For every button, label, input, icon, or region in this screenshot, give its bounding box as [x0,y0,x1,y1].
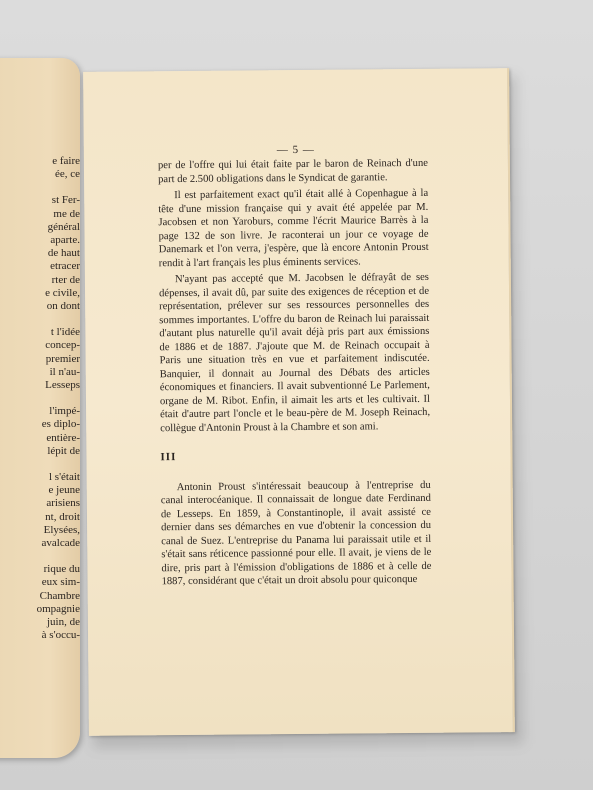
paragraph: per de l'offre qui lui était faite par le baron de Reinach d'une part de 2.500 obligations dans le Syndicat de garantie. [157,157,428,185]
left-page-line: l'impé- [49,405,80,418]
left-page-line: rter de [51,273,80,286]
left-page-line: st Fer- [51,194,80,207]
left-page-line: entière- [46,431,80,444]
left-page-line: e civile, [45,286,80,299]
left-page-line: arisiens [46,497,80,510]
left-page-line: à s'occu- [41,629,80,642]
left-page-line: Lesseps [45,379,80,392]
left-page-line: général [47,220,80,233]
right-page [83,68,515,736]
left-page-line: e faire [52,155,80,167]
line-gap [0,313,80,326]
left-page-line: me de [53,207,80,220]
left-page-line: t l'idée [50,326,80,339]
left-page-line: nt, droit [45,510,80,523]
left-page-line: il n'au- [49,365,80,378]
left-page-line: aparte. [50,234,80,247]
left-page-line: concep- [45,339,80,352]
section-heading: III [160,451,177,464]
line-gap [0,550,80,563]
left-page-line: etracer [50,260,80,273]
left-page-line: juin, de [47,616,80,629]
left-page-line: de haut [47,247,80,260]
left-page-line: eux sim- [41,576,80,589]
paragraph: Il est parfaitement exact qu'il était allé à Copenhague à la tête d'une mission française qui y avait été appelée par M. Jacobsen et non Yaroburs, comme l'écrit Maurice Barrès à la page 132 de son livre. Je raconterai un jour ce voyage de Danemark et l'on verra, j'espère, que là encore Antonin Proust rendit à l'art français les plus éminents services. [158,187,429,269]
line-gap [0,392,80,405]
line-gap [0,458,80,471]
line-gap [0,181,80,194]
left-page-line: l s'était [48,471,80,484]
left-page-line: premier [45,352,80,365]
left-page-line: Chambre [39,589,80,602]
page-number: — 5 — [276,143,315,157]
left-page-line: on dont [46,300,80,313]
left-page-text [0,155,80,643]
left-page-line: ompagnie [36,602,80,615]
left-page-line: es diplo- [41,418,80,431]
left-page-line: e jeune [48,484,80,497]
left-page-line: rique du [43,563,80,576]
left-page-line: Elysées, [43,523,80,536]
left-page [0,58,80,758]
left-page-line: avalcade [41,537,80,550]
left-page-line: ée, ce [54,168,80,181]
paragraph: Antonin Proust s'intéressait beaucoup à l'entreprise du canal interocéanique. Il connaissait de longue date Ferdinand de Lesseps. En 1859, à Constantinople, il avait assisté ce dernier dans ses démarches en vue d'obtenir la concession du canal de Suez. L'entreprise du Panama lui paraissait utile et il s'était sans réticence passionné pour elle. Il avait, je viens de le dire, pris part à l'émission d'obligations de 1886 et à celle de 1887, considérant que c'était un droit absolu pour quiconque [160,479,432,588]
page-body [158,157,432,589]
left-page-line: lépit de [47,444,80,457]
paragraph: N'ayant pas accepté que M. Jacobsen le défrayât de ses dépenses, il avait dû, par suite des exigences de réception et de représentation, prélever sur ses ressources personnelles des sommes importantes. L'offre du baron de Reinach lui paraissait d'autant plus naturelle qu'il avait déjà pris part aux émissions de 1886 et de 1887. J'ajoute que M. de Reinach occupait à Paris une situation très en vue et parfaitement indiscutée. Banquier, il donnait au Journal des Débats des articles économiques et financiers. Il avait subventionné Le Parlement, organe de M. Ribot. Enfin, il aimait les arts et les cultivait. Il était d'autre part l'oncle et le beau-père de M. Joseph Reinach, collègue d'Antonin Proust à la Chambre et son ami. [158,271,431,434]
